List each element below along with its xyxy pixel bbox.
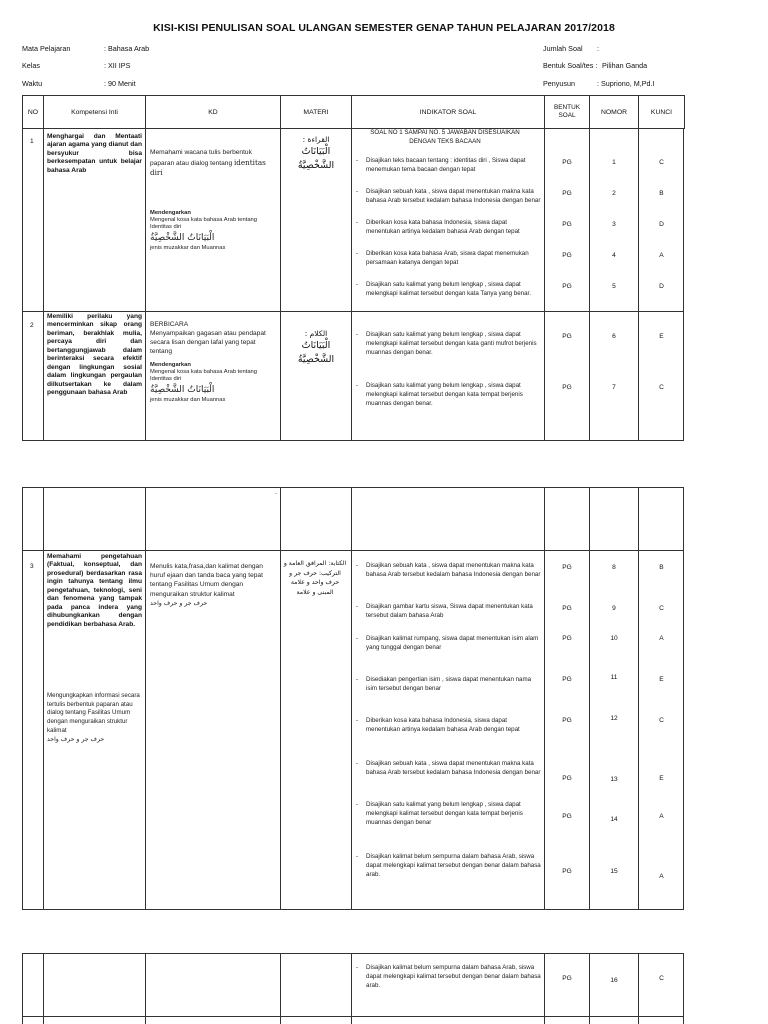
row3-bentuk-11: PG [562, 676, 572, 683]
row-divider [22, 550, 684, 551]
row3-indikator-15: - Disajikan kalimat belum sempurna dalam bahasa Arab, siswa dapat melengkapi kalimat tersebut dengan benar dalam bahasa arab. [356, 853, 541, 878]
row3-nomor-10: 10 [610, 635, 618, 642]
row1-nomor-2: 2 [612, 190, 616, 197]
meta-bentuk-label: Bentuk Soal/tes : [543, 61, 598, 70]
row3-nomor-15: 15 [610, 868, 618, 875]
row1-bentuk-5: PG [562, 283, 572, 290]
row3-ki-b-ar: حرف جر و حرف واحد [47, 736, 105, 744]
row-divider [22, 1016, 684, 1017]
document-title: KISI-KISI PENULISAN SOAL ULANGAN SEMESTER GENAP TAHUN PELAJARAN 2017/2018 [153, 22, 615, 34]
row3-ki-b [47, 692, 142, 745]
header-bentuk: BENTUK SOAL [545, 96, 590, 129]
row3-no: 3 [30, 563, 34, 570]
row1-materi-b: الْبَيَانَاتُ الشَّخْصِيَّةُ [297, 146, 335, 172]
row2-indikator-1: - Disajikan satu kalimat yang belum lengkap , siswa dapat melengkapi kalimat tersebut dengan kata ganti mufrot berjenis muannas dengan benar. [356, 331, 537, 356]
row3-ki: Memahami pengetahuan (Faktual, konseptual, dan prosedural) berdasarkan rasa ingin tahunya tentang ilmu pengetahuan, teknologi, seni dan fenomena yang tampak pada panca indera yang dihubungkankan dengan pendidikan berbahasa Arab. [47, 553, 142, 628]
row3-kunci-11: E [659, 676, 664, 683]
row1-indikator-1: - Disajikan teks bacaan tentang : identitas diri , Siswa dapat menemukan tema bacaan dengan tepat [356, 157, 526, 173]
column-line [43, 487, 44, 910]
row2-kd-b-tail: jenis muzakkar dan Muannas [150, 396, 226, 403]
row3-nomor-14: 14 [610, 816, 618, 823]
row1-materi-a: القراءة : [302, 135, 330, 144]
row1-kd-b-head: Mendengarkan [150, 210, 191, 216]
row4-kunci-16: C [659, 975, 664, 982]
meta-waktu-value: : 90 Menit [104, 79, 136, 88]
row1-indikator-2: - Disajikan sebuah kata , siswa dapat menentukan makna kata bahasa Arab tersebut kedalam bahasa Indonesia dengan benar [356, 188, 541, 204]
row3-ki-b-text: Mengungkapkan informasi secara tertulis berbentuk paparan atau dialog tentang Fasilitas Umum dengan menguraikan struktur kalimat [47, 692, 140, 734]
column-line [589, 953, 590, 1024]
header-ki: Kompetensi Inti [44, 96, 146, 129]
row1-kd-b-tail: jenis muzakkar dan Muannas [150, 244, 226, 251]
row3-kunci-10: A [659, 635, 664, 642]
row3-kunci-12: C [659, 717, 664, 724]
row3-nomor-12: 12 [610, 715, 618, 722]
row3-indikator-10: - Disajikan kalimat rumpang, siswa dapat menentukan isim alam yang tunggal dengan benar [356, 635, 539, 651]
row2-indikator-2: - Disajikan satu kalimat yang belum lengkap , siswa dapat melengkapi kalimat tersebut dengan kata tempat berjenis muannas dengan benar. [356, 382, 523, 407]
column-line [280, 487, 281, 910]
meta-jumlah-value: : [597, 44, 599, 53]
row1-kunci-2: B [659, 190, 664, 197]
meta-penyusun-value: : Supriono, M,Pd.I [597, 79, 655, 88]
row4-bentuk-16: PG [562, 975, 572, 982]
row3-nomor-9: 9 [612, 605, 616, 612]
row2-materi [284, 328, 348, 367]
row3-nomor-13: 13 [610, 776, 618, 783]
header-nomor: NOMOR [590, 96, 639, 129]
meta-jumlah-label: Jumlah Soal [543, 44, 583, 53]
header-kunci: KUNCI [639, 96, 685, 129]
row1-intro: SOAL NO 1 SAMPAI NO. 5 JAWABAN DISESUAIKAN DENGAN TEKS BACAAN [370, 129, 520, 145]
row2-nomor-2: 7 [612, 384, 616, 391]
row3-kunci-9: C [659, 605, 664, 612]
row4-indikator-16: - Disajikan kalimat belum sempurna dalam bahasa Arab, siswa dapat melengkapi kalimat tersebut dengan benar dalam bahasa arab. [356, 964, 541, 989]
row3-nomor-8: 8 [612, 564, 616, 571]
column-line [280, 128, 281, 441]
meta-penyusun-label: Penyusun [543, 79, 575, 88]
row1-nomor-5: 5 [612, 283, 616, 290]
row1-kunci-5: D [659, 283, 664, 290]
row1-kd-a-text: Memahami wacana tulis berbentuk paparan atau dialog tentang [150, 149, 252, 167]
row2-kd-b-ar: الْبَيَانَاتُ الشَّخْصِيَّةُ [150, 384, 215, 395]
row3-kunci-14: A [659, 813, 664, 820]
column-line [145, 953, 146, 1024]
column-line [544, 487, 545, 910]
meta-waktu-label: Waktu [22, 79, 43, 88]
row1-nomor-1: 1 [612, 159, 616, 166]
row2-nomor-1: 6 [612, 333, 616, 340]
row2-bentuk-2: PG [562, 384, 572, 391]
header-indikator: INDIKATOR SOAL [352, 96, 545, 129]
row3-bentuk-9: PG [562, 605, 572, 612]
row2-kd-b-head: Mendengarkan [150, 362, 191, 368]
table-header-row [23, 96, 685, 129]
column-line [145, 487, 146, 910]
row1-kd-b-ar: الْبَيَانَاتُ الشَّخْصِيَّةُ [150, 232, 215, 243]
row1-indikator-5: - Disajikan satu kalimat yang belum lengkap , siswa dapat melengkapi kalimat tersebut dengan kata Tanya yang benar. [356, 281, 531, 297]
meta-mapel-label: Mata Pelajaran [22, 44, 71, 53]
row2-kunci-2: C [659, 384, 664, 391]
row2-kd-head: BERBICARA [150, 321, 189, 328]
meta-mapel-value: : Bahasa Arab [104, 44, 150, 53]
row1-kunci-4: A [659, 252, 664, 259]
row3-kd [150, 562, 277, 608]
row3-indikator-9: - Disajikan gambar kartu siswa, Siswa dapat menentukan kata tersebut dalam bahasa Arab [356, 603, 533, 619]
row3-kd-text: Menulis kata,frasa,dan kalimat dengan huruf ejaan dan tanda baca yang tepat tentang Fasilitas Umum dengan menguraikan struktur kalimat [150, 563, 263, 598]
row3-kunci-15: A [659, 873, 664, 880]
stray-dot: . [275, 489, 277, 496]
meta-bentuk-value: Pilihan Ganda [602, 61, 648, 70]
row2-kd [150, 321, 276, 357]
row1-bentuk-2: PG [562, 190, 572, 197]
header-materi: MATERI [281, 96, 352, 129]
row3-kunci-13: E [659, 775, 664, 782]
row2-kunci-1: E [659, 333, 664, 340]
row3-kunci-8: B [659, 564, 664, 571]
row3-indikator-14: - Disajikan satu kalimat yang belum lengkap , siswa dapat melengkapi kalimat tersebut dengan kata tempat berjenis muannas dengan benar [356, 801, 523, 826]
row3-bentuk-10: PG [562, 635, 572, 642]
header-no: NO [23, 96, 44, 129]
column-line [589, 487, 590, 910]
row2-materi-a: الكلام : [304, 329, 328, 338]
column-line [351, 128, 352, 441]
row3-nomor-11: 11 [610, 674, 618, 681]
row1-bentuk-3: PG [562, 221, 572, 228]
row2-no: 2 [30, 322, 34, 329]
column-line [43, 953, 44, 1024]
row1-indikator-4: - Diberikan kosa kata bahasa Arab, siswa dapat menemukan persamaan katanya dengan tepat [356, 250, 529, 266]
row1-kunci-3: D [659, 221, 664, 228]
meta-kelas-label: Kelas [22, 61, 40, 70]
row3-bentuk-15: PG [562, 868, 572, 875]
row3-indikator-8: - Disajikan sebuah kata , siswa dapat menentukan makna kata bahasa Arab tersebut kedalam bahasa Indonesia dengan benar [356, 562, 541, 578]
row1-bentuk-1: PG [562, 159, 572, 166]
row3-bentuk-8: PG [562, 564, 572, 571]
column-line [145, 128, 146, 441]
row1-indikator-3: - Diberikan kosa kata bahasa Indonesia, siswa dapat menentukan artinya kedalam bahasa Arab dengan tepat [356, 219, 520, 235]
row2-kd-a: Menyampaikan gagasan atau pendapat secara lisan dengan lafal yang tepat tentang [150, 329, 266, 355]
row1-materi [284, 134, 348, 173]
row1-no: 1 [30, 138, 34, 145]
table3-frame [22, 953, 684, 1024]
row1-ki: Menghargai dan Mentaati ajaran agama yang dianut dan bersyukur bisa berkesempatan untuk belajar bahasa Arab [47, 133, 142, 174]
row2-materi-b: الْبَيَانَاتُ الشَّخْصِيَّةُ [297, 340, 335, 366]
row3-bentuk-12: PG [562, 717, 572, 724]
column-line [280, 953, 281, 1024]
row2-bentuk-1: PG [562, 333, 572, 340]
row2-ki: Memiliki perilaku yang mencerminkan sikap orang beriman, berakhlak mulia, percaya diri dan bertanggungjawab dalam berinteraksi secara efektif dengan lingkungan sosial dalam lingkungan pergaulan dilkutsertakan ke dalam penggunaan bahasa Arab [47, 313, 142, 396]
column-line [351, 487, 352, 910]
row3-indikator-11: - Disediakan pengertian isim , siswa dapat menentukan nama isim tersebut dengan benar [356, 676, 532, 692]
row3-kd-ar: حرف جر و حرف واحد [150, 599, 208, 607]
row4-nomor-16: 16 [610, 977, 618, 984]
column-line [351, 953, 352, 1024]
row3-bentuk-13: PG [562, 775, 572, 782]
column-line [43, 128, 44, 441]
column-line [638, 487, 639, 910]
header-kd: KD [146, 96, 281, 129]
row1-kunci-1: C [659, 159, 664, 166]
row3-bentuk-14: PG [562, 813, 572, 820]
row1-nomor-4: 4 [612, 252, 616, 259]
column-line [544, 953, 545, 1024]
row2-kd-b [150, 362, 276, 404]
row1-bentuk-4: PG [562, 252, 572, 259]
meta-kelas-value: : XII IPS [104, 61, 131, 70]
row1-nomor-3: 3 [612, 221, 616, 228]
row3-indikator-12: - Diberikan kosa kata bahasa Indonesia, siswa dapat menentukan artinya kedalam bahasa Arab dengan tepat [356, 717, 520, 733]
row1-kd-b-text: Mengenal kosa kata bahasa Arab tentang Identitas diri [150, 217, 257, 231]
row3-indikator-13: - Disajikan sebuah kata , siswa dapat menentukan makna kata bahasa Arab tersebut kedalam bahasa Indonesia dengan benar [356, 760, 541, 776]
column-line [638, 953, 639, 1024]
row1-kd-b [150, 210, 276, 252]
row1-kd-a-tail: identitas diri [150, 157, 266, 178]
row3-materi: الكتابة: المرافق العامة و التركيب: حرف جر و حرف واحد و علامة المبنى و علامة [283, 560, 347, 596]
row2-kd-b-text: Mengenal kosa kata bahasa Arab tentang Identitas diri [150, 369, 257, 383]
row-divider [22, 311, 684, 312]
row1-kd-a [150, 148, 276, 179]
